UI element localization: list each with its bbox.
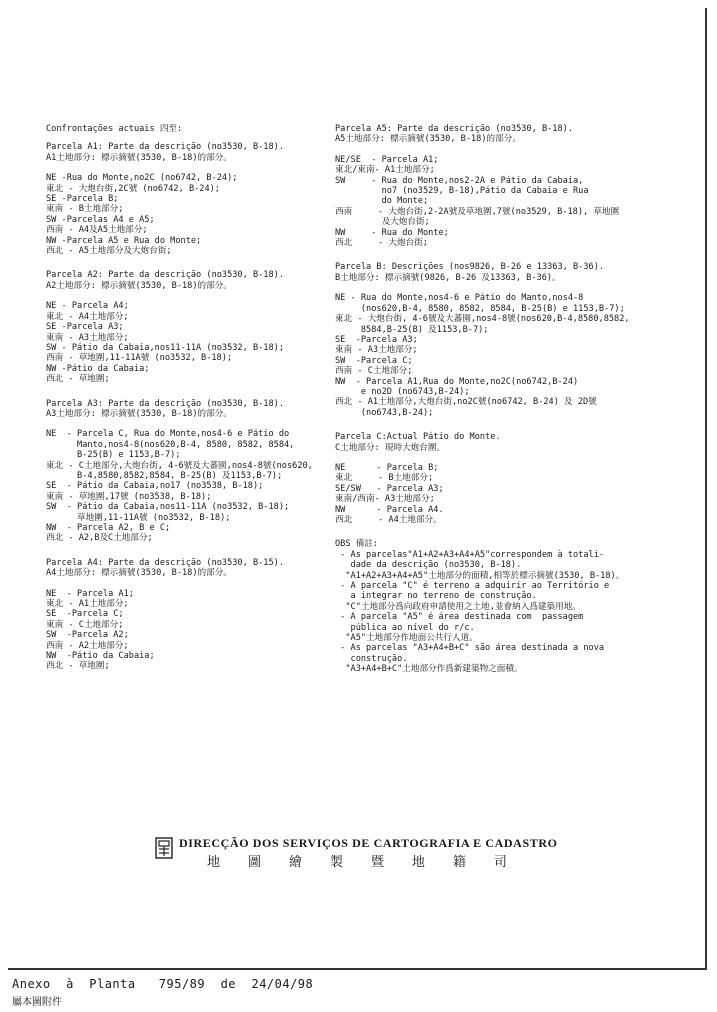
text-line: B-25(B) e 1153,B-7); xyxy=(46,450,181,461)
text-line: 西南 - 大炮台街,2-2A號及草地圍,7號(no3529, B-18), 草地圍 xyxy=(335,206,620,217)
block-gap xyxy=(46,291,336,301)
text-block xyxy=(46,399,336,420)
left-column xyxy=(46,124,336,672)
text-line: NE/SE - Parcela A1; xyxy=(335,154,439,165)
text-line: do Monte; xyxy=(335,196,429,207)
text-line: 東南/西南- A3土地部分; xyxy=(335,494,435,505)
agency-zh-char: 暨 xyxy=(370,855,384,870)
text-line: NW -Parcela A5 e Rua do Monte; xyxy=(46,235,202,246)
block-gap xyxy=(335,525,635,539)
text-line: 8584,B-25(B) 及1153,B-7); xyxy=(335,324,489,335)
text-line: Parcela A1: Parte da descrição (no3530, B-18). xyxy=(46,142,284,153)
text-line: Parcela B: Descrições (nos9826, B-26 e 13363, B-36). xyxy=(335,262,605,273)
text-line: 東北 - C土地部分,大炮台街, 4-6號及大蕃園,nos4-8號(nos620, xyxy=(46,460,313,471)
block-gap xyxy=(46,419,336,429)
text-block xyxy=(335,293,635,418)
block-gap xyxy=(335,145,635,155)
text-line: 西北 - A5土地部分及大炮台街; xyxy=(46,246,172,257)
text-line: construção. xyxy=(335,653,408,664)
agency-zh-char: 圖 xyxy=(247,855,261,870)
text-block xyxy=(46,558,336,579)
text-line: 西北 - 草地圍; xyxy=(46,661,110,672)
text-line: (no6743,B-24); xyxy=(335,407,434,418)
text-line: 西北 - A1土地部分,大炮台街,no2C號(no6742, B-24) 及 2D號 xyxy=(335,397,597,408)
text-line: no7 (no3529, B-18),Pátio da Cabaia e Rua xyxy=(335,186,589,197)
text-block xyxy=(46,589,336,672)
text-line: SW - Pátio da Cabaia,nos11-11A (no3532, B-18); xyxy=(46,342,284,353)
text-block xyxy=(46,173,336,256)
text-line: SE - Pátio da Cabaia,no17 (no3538, B-18); xyxy=(46,481,264,492)
agency-name-pt: DIRECÇÃO DOS SERVIÇOS DE CARTOGRAFIA E CADASTRO xyxy=(179,836,558,850)
text-block xyxy=(335,262,635,283)
text-line: SE -Parcela A3; xyxy=(46,322,124,333)
text-line: 西北 - 草地圍; xyxy=(46,374,110,385)
agency-logo-icon xyxy=(155,837,173,859)
text-block xyxy=(46,270,336,291)
text-line: SW -Parcelas A4 e A5; xyxy=(46,214,155,225)
text-line: OBS 備註: xyxy=(335,539,379,550)
text-line: - A parcela "A5" é área destinada com passagem xyxy=(335,612,584,623)
text-line: NW -Pátio da Cabaia; xyxy=(46,651,155,662)
text-line: NE - Parcela C, Rua do Monte,nos4-6 e Pátio do xyxy=(46,429,290,440)
text-line: 東北 - B土地部分; xyxy=(335,473,434,484)
right-column xyxy=(335,124,635,675)
text-line: SE/SW - Parcela A3; xyxy=(335,483,444,494)
text-line: 東南 - A3土地部分; xyxy=(335,345,418,356)
right-blocks xyxy=(335,124,635,675)
text-line: SW - Rua do Monte,nos2-2A e Pátio da Cabaia, xyxy=(335,175,584,186)
agency-zh-char: 司 xyxy=(493,855,507,870)
text-line: "A3+A4+B+C"土地部分作爲新建築物之面積。 xyxy=(335,664,523,675)
agency-name-zh xyxy=(207,851,507,870)
text-line: - A parcela "C" é terreno a adquirir ao Território e xyxy=(335,581,610,592)
text-line: 東南 - A3土地部分; xyxy=(46,332,129,343)
text-line: dade da descrição (no3530, B-18). xyxy=(335,560,522,571)
text-line: 西南 - A4及A5土地部分; xyxy=(46,225,148,236)
text-line: A2土地部分: 標示摘號(3530, B-18)的部分。 xyxy=(46,280,232,291)
agency-zh-char: 地 xyxy=(207,855,221,870)
agency-zh-char: 籍 xyxy=(452,855,466,870)
text-block xyxy=(335,124,635,145)
text-block xyxy=(46,301,336,384)
text-block xyxy=(46,142,336,163)
text-line: NE -Rua do Monte,no2C (no6742, B-24); xyxy=(46,173,238,184)
text-line: 東北 - A4土地部分; xyxy=(46,311,129,322)
text-line: NW -Pátio da Cabaia; xyxy=(46,363,150,374)
text-line: B-4,8580,8582,8584, B-25(B) 及1153,B-7); xyxy=(46,470,283,481)
text-line: 西北 - A2,B及C土地部分; xyxy=(46,533,153,544)
text-line: A4土地部分: 標示摘號(3530, B-18)的部分。 xyxy=(46,568,232,579)
text-block xyxy=(46,429,336,543)
text-line: 東北 - 大炮台街, 4-6號及大蕃園,nos4-8號(nos620,B-4,8580,8582, xyxy=(335,314,630,325)
text-line: pública ao nível do r/c. xyxy=(335,622,475,633)
text-line: NE - Parcela A1; xyxy=(46,588,134,599)
block-gap xyxy=(46,256,336,270)
text-line: NE - Parcela B; xyxy=(335,462,439,473)
text-line: A5土地部分: 標示摘號(3530, B-18)的部分。 xyxy=(335,134,521,145)
text-block xyxy=(335,155,635,249)
text-line: Parcela A5: Parte da descrição (no3530, B-18). xyxy=(335,124,573,134)
text-line: (nos620,B-4, 8580, 8582, 8584, B-25(B) e 1153,B-7); xyxy=(335,303,625,314)
annex-note-zh: 屬本圖附件 xyxy=(12,997,62,1008)
text-line: "A1+A2+A3+A4+A5"土地部分的面積,相等於標示摘號(3530, B-18)。 xyxy=(335,570,625,581)
block-gap xyxy=(46,544,336,558)
text-line: NE - Rua do Monte,nos4-6 e Pátio do Manto,nos4-8 xyxy=(335,293,584,304)
text-line: 東南 - C土地部分; xyxy=(46,619,124,630)
text-line: C土地部分: 現時大炮台圍。 xyxy=(335,442,446,453)
agency-zh-char: 製 xyxy=(329,855,343,870)
text-line: - As parcelas"A1+A2+A3+A4+A5"correspondem à totali- xyxy=(335,549,605,560)
agency-header xyxy=(155,836,565,868)
text-line: B土地部分: 標示摘號(9826, B-26 及13363, B-36)。 xyxy=(335,272,561,283)
annex-note: Anexo à Planta 795/89 de 24/04/98 xyxy=(12,977,314,991)
text-line: NW - Parcela A1,Rua do Monte,no2C(no6742,B-24) xyxy=(335,376,579,387)
text-block xyxy=(335,432,635,453)
text-line: SE -Parcela B; xyxy=(46,194,119,205)
block-gap xyxy=(46,579,336,589)
text-line: SW -Parcela C; xyxy=(335,355,413,366)
text-line: Parcela A3: Parte da descrição (no3530, B-18). xyxy=(46,398,284,409)
block-gap xyxy=(335,453,635,463)
text-line: 東南 - 草地圍,17號 (no3538, B-18); xyxy=(46,491,212,502)
text-line: NW - Parcela A4. xyxy=(335,504,444,515)
text-line: 東北 - A1土地部分; xyxy=(46,599,129,610)
text-line: A1土地部分: 標示摘號(3530, B-18)的部分。 xyxy=(46,152,232,163)
agency-zh-char: 繪 xyxy=(288,855,302,870)
block-gap xyxy=(335,418,635,432)
text-line: - As parcelas "A3+A4+B+C" são área destinada a nova xyxy=(335,643,605,654)
text-line: SW -Parcela A2; xyxy=(46,630,129,641)
text-line: "A5"土地部分作地面公共行人道。 xyxy=(335,633,478,644)
text-line: 西南 - 草地圍,11-11A號 (no3532, B-18); xyxy=(46,353,233,364)
block-gap xyxy=(335,283,635,293)
left-blocks xyxy=(46,142,336,671)
agency-zh-char: 地 xyxy=(411,855,425,870)
text-line: A3土地部分: 標示摘號(3530, B-18)的部分。 xyxy=(46,408,232,419)
text-line: SW - Pátio da Cabaia,nos11-11A (no3532, B-18); xyxy=(46,502,290,513)
text-line: SE -Parcela A3; xyxy=(335,334,418,345)
text-line: Parcela C:Actual Pátio do Monte. xyxy=(335,432,501,443)
block-gap xyxy=(46,385,336,399)
text-block xyxy=(335,539,635,674)
text-line: 西北 - A4土地部分。 xyxy=(335,515,442,525)
text-line: Parcela A4: Parte da descrição (no3530, B-15). xyxy=(46,557,284,568)
text-line: 東南 - B土地部分; xyxy=(46,204,124,215)
block-gap xyxy=(46,163,336,173)
text-line: a integrar no terreno de construção. xyxy=(335,591,537,602)
text-line: NW - Parcela A2, B e C; xyxy=(46,523,171,533)
text-line: 及大炮台街; xyxy=(335,217,430,228)
text-line: 草地圍,11-11A號 (no3532, B-18); xyxy=(46,512,231,523)
text-line: e no2D (no6743,B-24); xyxy=(335,386,470,397)
text-line: 東北/東南- A1土地部分; xyxy=(335,165,435,176)
text-line: 西南 - C土地部分; xyxy=(335,366,413,377)
text-line: Parcela A2: Parte da descrição (no3530, B-18). xyxy=(46,270,284,281)
text-line: SE -Parcela C; xyxy=(46,609,124,620)
text-line: NW - Rua do Monte; xyxy=(335,227,449,238)
text-line: 東北 - 大炮台街,2C號 (no6742, B-24); xyxy=(46,183,220,194)
text-line: NE - Parcela A4; xyxy=(46,301,129,312)
text-block xyxy=(335,463,635,525)
text-line: Manto,nos4-8(nos620,B-4, 8580, 8582, 8584, xyxy=(46,439,295,450)
section-title: Confrontações actuais 四至: xyxy=(46,124,183,134)
text-line: "C"土地部分爲向政府申請使用之土地,並會納入爲建築用地。 xyxy=(335,601,581,612)
text-line: 西南 - A2土地部分; xyxy=(46,640,129,651)
text-line: 西北 - 大炮台街; xyxy=(335,238,428,249)
block-gap xyxy=(335,248,635,262)
